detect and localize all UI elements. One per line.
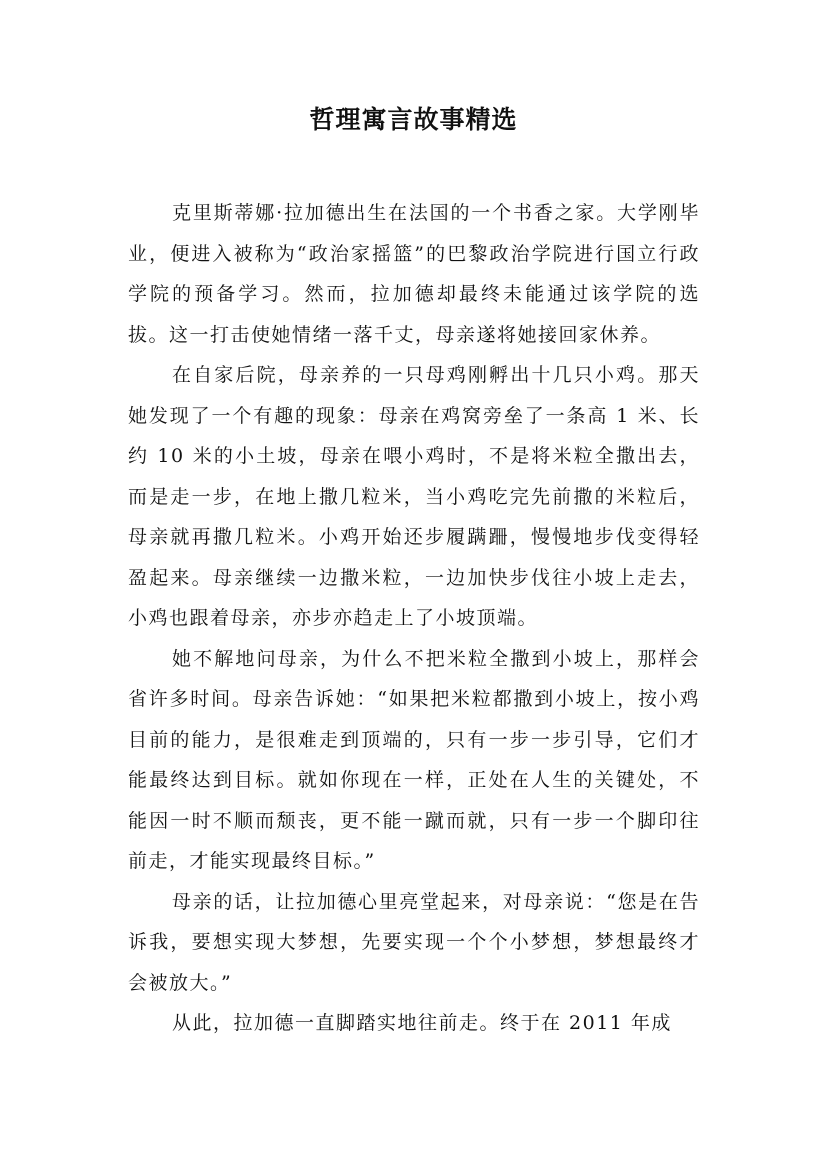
paragraph-5: 从此，拉加德一直脚踏实地往前走。终于在 2011 年成 bbox=[172, 1012, 672, 1034]
document-title: 哲理寓言故事精选 bbox=[309, 105, 518, 134]
paragraph-3: 她不解地问母亲，为什么不把米粒全撒到小坡上，那样会省许多时间。母亲告诉她：“如果把米粒都撒到小坡上，按小鸡目前的能力，是很难走到顶端的，只有一步一步引导，它们才能最终达到目标。就如你现在一样，正处在人生的关键处，不能因一时不顺而颓丧，更不能一蹴而就，只有一步一个脚印往前走，才能实现最终目标。” bbox=[128, 647, 700, 872]
paragraph-2: 在自家后院，母亲养的一只母鸡刚孵出十几只小鸡。那天她发现了一个有趣的现象：母亲在鸡窝旁垒了一条高 1 米、长约 10 米的小土坡，母亲在喂小鸡时，不是将米粒全撒出去，而是走一步，在地上撒几粒米，当小鸡吃完先前撒的米粒后，母亲就再撒几粒米。小鸡开始还步履蹒跚，慢慢地步伐变得轻盈起来。母亲继续一边撒米粒，一边加快步伐往小坡上走去，小鸡也跟着母亲，亦步亦趋走上了小坡顶端。 bbox=[128, 364, 700, 629]
paragraph-4: 母亲的话，让拉加德心里亮堂起来，对母亲说：“您是在告诉我，要想实现大梦想，先要实现一个个小梦想，梦想最终才会被放大。” bbox=[128, 890, 700, 994]
document-body bbox=[128, 193, 700, 1044]
paragraph-1: 克里斯蒂娜·拉加德出生在法国的一个书香之家。大学刚毕业，便进入被称为“政治家摇篮”的巴黎政治学院进行国立行政学院的预备学习。然而，拉加德却最终未能通过该学院的选拔。这一打击使她情绪一落千丈，母亲遂将她接回家休养。 bbox=[128, 202, 700, 346]
